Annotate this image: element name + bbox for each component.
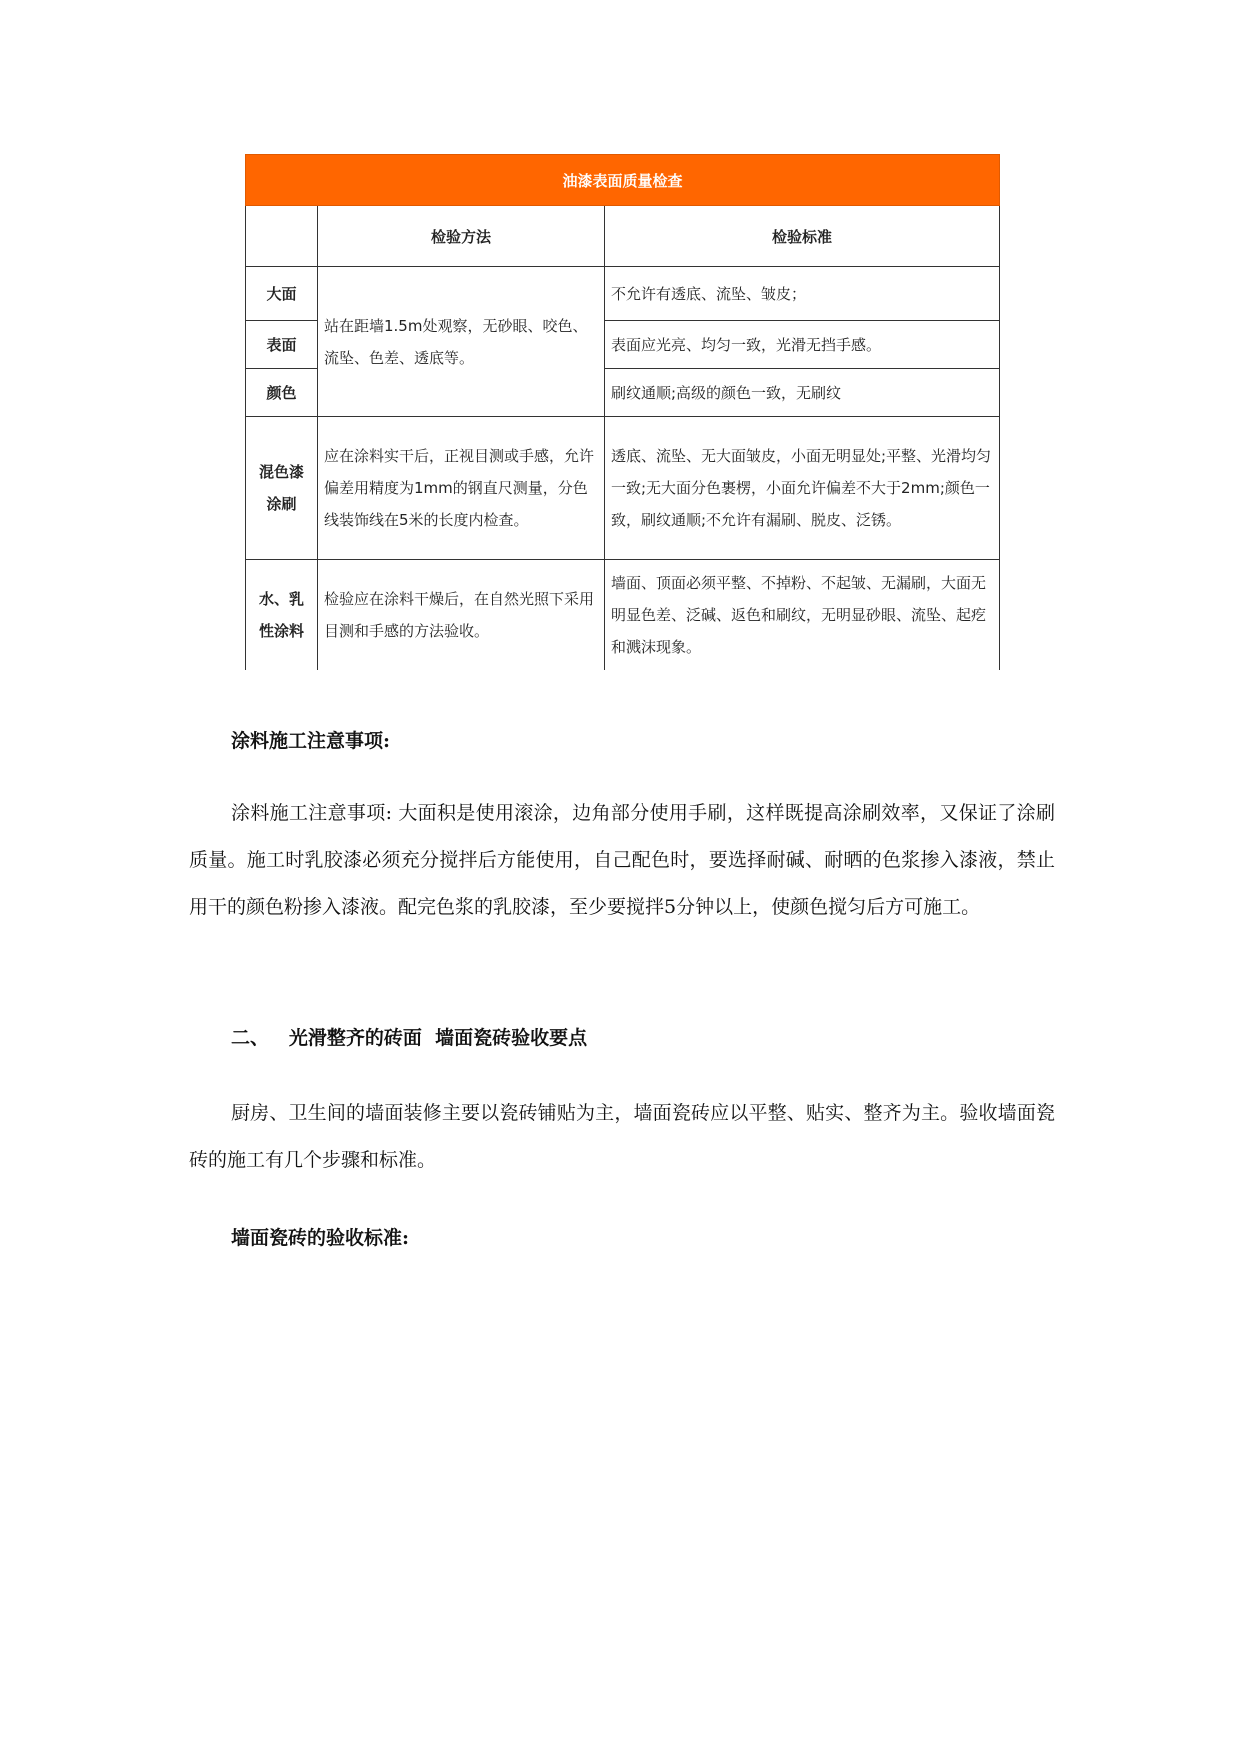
standard-cell-mixed-paint: 透底、流坠、无大面皱皮，小面无明显处;平整、光滑均匀一致;无大面分色裹楞，小面允许偏差不大于2mm;颜色一致，刷纹通顺;不允许有漏刷、脱皮、泛锈。 — [605, 417, 1000, 560]
table-corner-cell — [246, 206, 318, 267]
row-label-biaomian: 表面 — [246, 321, 318, 369]
section-heading-tile: 二、 光滑整齐的砖面 墙面瓷砖验收要点 — [231, 1027, 588, 1049]
row-label-yanse: 颜色 — [246, 369, 318, 417]
table-title: 油漆表面质量检查 — [246, 155, 1000, 206]
row-label-mixed-paint — [246, 417, 318, 560]
paint-quality-table — [245, 154, 1000, 670]
standard-cell-biaomian: 表面应光亮、均匀一致，光滑无挡手感。 — [605, 321, 1000, 369]
row-label-water-line1: 水、乳 — [258, 589, 304, 608]
row-label-mixed-line2: 涂刷 — [266, 495, 297, 513]
standard-cell-water-latex: 墙面、顶面必须平整、不掉粉、不起皱、无漏刷，大面无明显色差、泛碱、返色和刷纹，无明显砂眼、流坠、起疙和溅沫现象。 — [605, 560, 1000, 670]
method-cell-mixed-paint: 应在涂料实干后，正视目测或手感，允许偏差用精度为1mm的钢直尺测量，分色线装饰线在5米的长度内检查。 — [318, 417, 605, 560]
row-label-mixed-line1: 混色漆 — [258, 463, 304, 481]
section-heading-coating-notes: 涂料施工注意事项: — [231, 730, 391, 752]
section-heading-tile-standard: 墙面瓷砖的验收标准: — [231, 1227, 410, 1249]
merged-method-cell: 站在距墙1.5m处观察，无砂眼、咬色、流坠、色差、透底等。 — [318, 267, 605, 417]
column-header-standard: 检验标准 — [605, 206, 1000, 267]
column-header-method: 检验方法 — [318, 206, 605, 267]
row-label-dami: 大面 — [246, 267, 318, 321]
paragraph-tile: 厨房、卫生间的墙面装修主要以瓷砖铺贴为主，墙面瓷砖应以平整、贴实、整齐为主。验收墙面瓷砖的施工有几个步骤和标准。 — [189, 1102, 1055, 1171]
row-label-water-latex — [246, 560, 318, 670]
row-label-water-line2: 性涂料 — [258, 621, 304, 640]
method-cell-water-latex: 检验应在涂料干燥后，在自然光照下采用目测和手感的方法验收。 — [318, 560, 605, 670]
standard-cell-yanse: 刷纹通顺;高级的颜色一致，无刷纹 — [605, 369, 1000, 417]
paragraph-coating-notes: 涂料施工注意事项: 大面积是使用滚涂，边角部分使用手刷，这样既提高涂刷效率，又保证了涂刷质量。施工时乳胶漆必须充分搅拌后方能使用，自己配色时，要选择耐碱、耐晒的色浆掺入漆液，禁止用干的颜色粉掺入漆液。配完色浆的乳胶漆，至少要搅拌5分钟以上，使颜色搅匀后方可施工。 — [189, 802, 1055, 918]
standard-cell-dami: 不允许有透底、流坠、皱皮； — [605, 267, 1000, 321]
